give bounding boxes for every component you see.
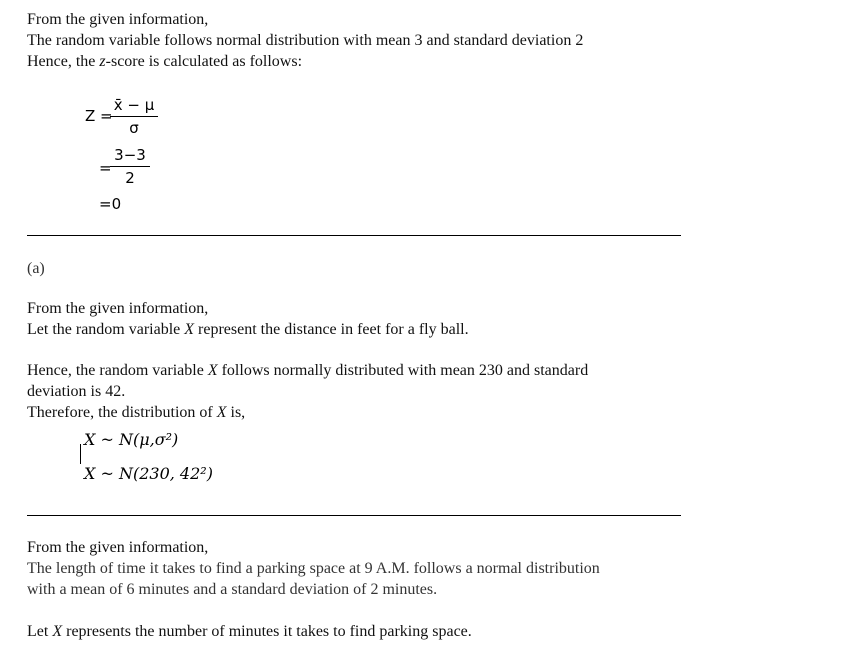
value-numerator: 3−3 [114, 146, 146, 164]
var-x: X [184, 321, 195, 338]
distribution-specific: X ~ N(230, 42²) [84, 464, 213, 483]
z-result: =0 [99, 195, 122, 213]
divider-1 [27, 235, 681, 236]
part-a-line-3-suffix: follows normally distributed with mean 230 and standard [217, 362, 589, 379]
parking-line-3: with a mean of 6 minutes and a standard deviation of 2 minutes. [27, 581, 438, 598]
divider-2 [27, 515, 681, 516]
part-a-line-5-suffix: is, [226, 404, 246, 421]
z-numerator: x̄ − μ [113, 96, 155, 114]
intro-line-2: The random variable follows normal distribution with mean 3 and standard deviation 2 [27, 32, 584, 49]
var-x: X [207, 362, 218, 379]
value-fraction [110, 146, 150, 187]
part-a-line-3-prefix: Hence, the random variable [27, 362, 208, 379]
parking-line-1: From the given information, [27, 539, 209, 556]
fraction-bar [110, 116, 158, 117]
part-a-line-2 [27, 320, 469, 340]
fraction-bar [110, 166, 150, 167]
z-label: Z = [85, 107, 113, 125]
var-x: X [52, 623, 63, 640]
part-label: (a) [27, 260, 45, 277]
part-a-line-1: From the given information, [27, 300, 209, 317]
part-a-line-5 [27, 403, 245, 423]
equals-sign: = [99, 159, 112, 177]
part-a-line-5-prefix: Therefore, the distribution of [27, 404, 217, 421]
z-denominator: σ [129, 119, 139, 137]
parking-line-4 [27, 622, 472, 642]
part-a-line-3 [27, 361, 588, 381]
distribution-general: X ~ N(μ,σ²) [84, 430, 179, 449]
intro-line-1: From the given information, [27, 11, 209, 28]
parking-line-4-prefix: Let [27, 623, 53, 640]
part-a-line-2-prefix: Let the random variable [27, 321, 185, 338]
intro-line-3-prefix: Hence, the [27, 53, 100, 70]
value-denominator: 2 [125, 169, 135, 187]
equation-bracket [80, 444, 81, 464]
var-x: X [216, 404, 227, 421]
intro-line-3 [27, 52, 302, 72]
z-letter: z [99, 53, 106, 70]
part-a-line-4: deviation is 42. [27, 383, 126, 400]
part-a-line-2-suffix: represent the distance in feet for a fly ball. [194, 321, 469, 338]
z-fraction [110, 96, 158, 137]
intro-line-3-suffix: -score is calculated as follows: [105, 53, 303, 70]
parking-line-2: The length of time it takes to find a parking space at 9 A.M. follows a normal distribution [27, 560, 600, 577]
parking-line-4-suffix: represents the number of minutes it takes to find parking space. [62, 623, 472, 640]
